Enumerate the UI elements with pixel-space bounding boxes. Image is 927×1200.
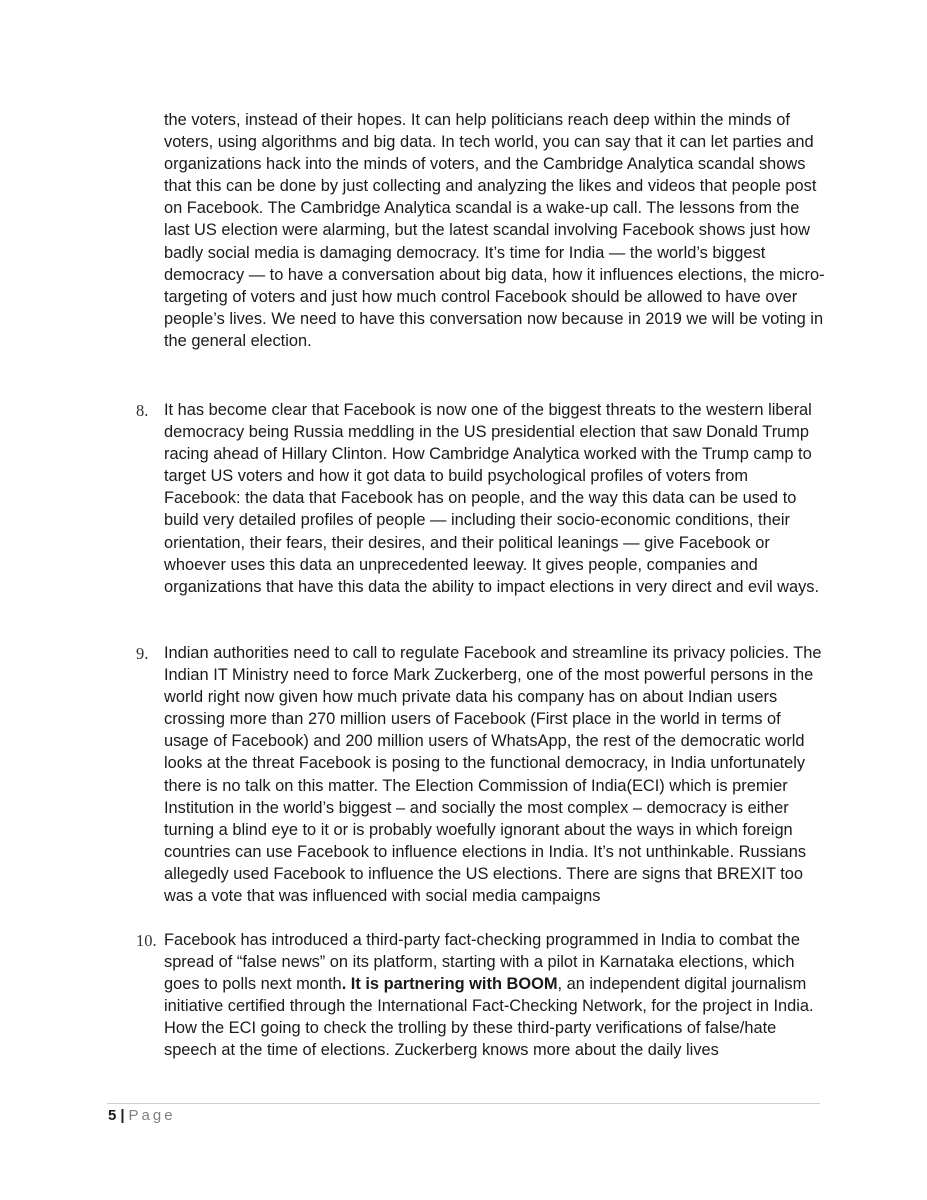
list-item-number: 10. <box>136 931 157 950</box>
page-number: 5 <box>108 1107 117 1124</box>
footer-divider <box>107 1103 820 1104</box>
page-footer <box>108 1105 176 1127</box>
list-item-number: 8. <box>136 401 149 420</box>
list-item-text: Indian authorities need to call to regulate Facebook and streamline its privacy policies. The Indian IT Ministry need to force Mark Zuckerberg, one of the most powerful persons in the world right now given how much private data his company has on about Indian users crossing more than 270 million users of Facebook (First place in the world in terms of usage of Facebook) and 200 million users of WhatsApp, the rest of the democratic world looks at the threat Facebook is posing to the functional democracy, in India unfortunately there is no talk on this matter. The Election Commission of India(ECI) which is premier Institution in the world’s biggest – and socially the most complex – democracy is either turning a blind eye to it or is probably woefully ignorant about the ways in which foreign countries can use Facebook to influence elections in India. It’s not unthinkable. Russians allegedly used Facebook to influence the US elections. There are signs that BREXIT too was a vote that was influenced with social media campaigns <box>164 644 822 906</box>
list-item-text-start: Facebook has introduced a third-party fact-checking programmed in India to combat the spread of “false news” on its platform, starting with a pilot in Karnataka elections, which goes to polls next month <box>164 931 800 994</box>
list-item-text: It has become clear that Facebook is now one of the biggest threats to the western liberal democracy being Russia meddling in the US presidential election that saw Donald Trump racing ahead of Hillary Clinton. How Cambridge Analytica worked with the Trump camp to target US voters and how it got data to build psychological profiles of voters from Facebook: the data that Facebook has on people, and the way this data can be used to build very detailed profiles of people — including their socio-economic conditions, their orientation, their fears, their desires, and their political leanings — give Facebook or whoever uses this data an unprecedented leeway. It gives people, companies and organizations that have this data the ability to impact elections in very direct and evil ways. <box>164 401 820 596</box>
page-label: Page <box>128 1107 176 1124</box>
intro-paragraph: the voters, instead of their hopes. It can help politicians reach deep within the minds of voters, using algorithms and big data. In tech world, you can say that it can let parties and organizations hack into the minds of voters, and the Cambridge Analytica scandal shows that this can be done by just collecting and analyzing the likes and videos that people post on Facebook. The Cambridge Analytica scandal is a wake-up call. The lessons from the last US election were alarming, but the latest scandal involving Facebook shows just how badly social media is damaging democracy. It’s time for India — the world’s biggest democracy — to have a conversation about big data, how it influences elections, the micro-targeting of voters and just how much control Facebook should be allowed to have over people’s lives. We need to have this conversation now because in 2019 we will be voting in the general election. <box>164 111 825 350</box>
list-item-number: 9. <box>136 644 149 663</box>
list-item-bold-text: . It is partnering with BOOM <box>341 975 558 994</box>
list-item-text <box>164 929 829 1062</box>
list-item-text-end: , an independent digital journalism initiative certified through the International Fact-Checking Network, for the project in India. How the ECI going to check the trolling by these third-party verifications of false/hate speech at the time of elections. Zuckerberg knows more about the daily lives <box>164 975 814 1060</box>
footer-separator: | <box>120 1107 125 1124</box>
